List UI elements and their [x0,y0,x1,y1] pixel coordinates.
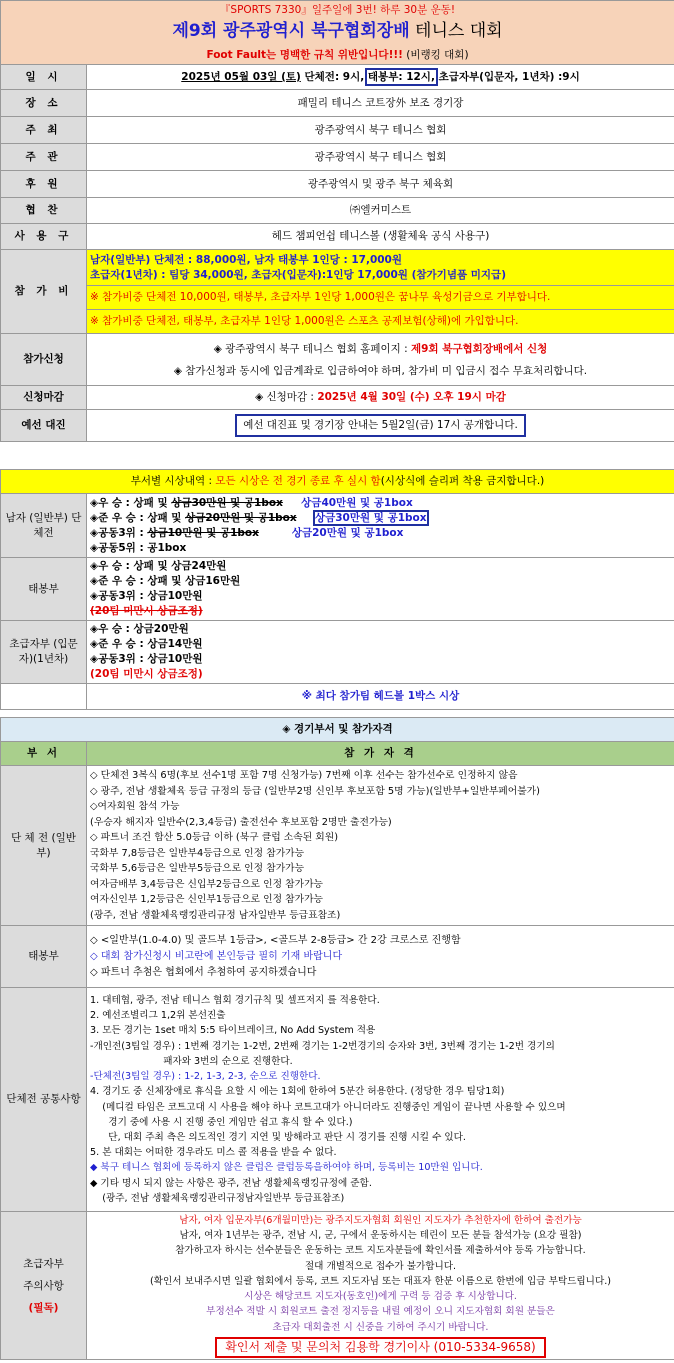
taebong-qual-2: ◇ 대회 참가신청시 비고란에 본인등급 필히 기재 바랍니다 [90,950,343,962]
fee-line-2: 초급자(1년차) : 팀당 34,000원, 초급자(입문자):1인당 17,000원 (참가기념품 미지급) [90,268,506,281]
draw-label: 예선 대진 [1,410,87,442]
deadline-label: 신청마감 [1,386,87,410]
beginner-note: (확인서 보내주시면 일괄 협회에서 등록, 코트 지도자님 또는 대표자 한분 이름으로 한번에 입금 부탁드립니다.) [150,1275,612,1287]
beginner-prize-note: (20팀 미만시 상금조정) [90,668,203,680]
taebong-qual-3: ◇ 파트너 추첨은 협회에서 추첨하여 공지하겠습니다 [90,966,317,978]
taebong-prize-label: 태봉부 [1,558,87,621]
fee-label: 참 가 비 [1,250,87,334]
sponsor-value: 광주광역시 및 광주 북구 체육회 [87,171,674,198]
must-read-label: (필독) [28,1301,59,1314]
host-label: 주 최 [1,117,87,144]
beginner-note: 절대 개별적으로 접수가 불가합니다. [304,1260,457,1272]
fee-note-2: ※ 참가비중 단체전, 태봉부, 초급자부 1인당 1,000원은 스포츠 공제보험(상해)에 가입합니다. [87,310,674,334]
sponsor-label: 후 원 [1,171,87,198]
team-qual-line: ◇ 광주, 전남 생활체육 등급 규정의 등급 (일반부2명 신인부 후보포함 5명 가능)(일반부+일반부페어불가) [90,785,540,797]
beginner-time: 초급자부(입문자, 1년차) :9시 [434,70,580,83]
team-prize-label: 남자 (일반부) 단체전 [1,494,87,558]
beginner-prize-3: ◈공동3위 : 상금10만원 [90,653,203,665]
division-column-header: 부 서 [1,742,87,766]
team-prize-5: ◈공동5위 : 공1box [90,541,187,554]
team-prize-2-new: 상금30만원 및 공1box [314,511,427,524]
prize-banner [1,470,674,494]
apply-homepage: ◈ 광주광역시 북구 테니스 협회 홈페이지 : [213,342,411,355]
team-prize-3-old: 상금10만원 및 공1box [147,526,259,539]
deadline-value: 2025년 4월 30일 (수) 오후 19시 마감 [317,391,506,403]
taebong-division-label: 태봉부 [1,926,87,988]
rule-line: (광주, 전남 생활체육랭킹관리규정남자일반부 등급표참조) [90,1192,345,1204]
header-slogan: 『SPORTS 7330』일주일에 3번! 하루 30분 운동! [219,4,456,16]
taebong-prize-3: ◈공동3위 : 상금10만원 [90,590,203,602]
contact-box: 확인서 제출 및 문의처 김용학 경기이사 (010-5334-9658) [215,1337,545,1358]
qualification-title: ◈ 경기부서 및 참가자격 [1,718,674,742]
tournament-title-sub: 테니스 대회 [409,21,503,41]
notes-caution-label: 주의사항 [23,1279,64,1292]
rule-line: 1. 대테협, 광주, 전남 테니스 협회 경기규칙 및 셀프저지 를 적용한다. [90,995,380,1007]
taebong-prize-note: (20팀 미만시 상금조정) [90,605,203,617]
team-qualification-list [87,766,674,926]
beginner-prize-label: 초급자부 (입문자)(1년차) [1,621,87,684]
organizer-label: 주 관 [1,144,87,171]
rule-line: 패자와 3번의 순으로 진행한다. [90,1055,293,1067]
beginner-note: 참가하고자 하시는 선수분들은 운동하는 코트 지도자분들에 확인서를 제출하셔야 등록 가능합니다. [175,1245,586,1257]
organizer-value: 광주광역시 북구 테니스 협회 [87,144,674,171]
beginner-prize-2: ◈준 우 승 : 상금14만원 [90,638,203,650]
prize-banner-title: 부서별 시상내역 : [130,475,216,487]
max-team-prize: ※ 최다 참가팀 헤드볼 1박스 시상 [87,684,674,710]
team-division-label: 단 체 전 (일반부) [1,766,87,926]
taebong-qual-1: ◇ <일반부(1.0-4.0) 및 골드부 1등급>, <골드부 2-8등급> 간 2강 크로스로 진행함 [90,934,461,946]
team-time: 단체전: 9시, [300,70,368,83]
apply-payment-note: ◈ 참가신청과 동시에 입금계좌로 입금하여야 하며, 참가비 미 입금시 접수 무효처리합니다. [173,364,588,377]
team-prize-2-old: 상금20만원 및 공1box [185,511,297,524]
qualification-column-header: 참 가 자 격 [87,742,674,766]
taebong-prize-2: ◈준 우 승 : 상패 및 상금16만원 [90,575,241,587]
assist-label: 협 찬 [1,198,87,224]
team-qual-line: ◇ 단체전 3복식 6명(후보 선수1명 포함 7명 신청가능) 7번째 이후 선수는 참가선수로 인정하지 않음 [90,770,518,781]
non-ranking-note: (비랭킹 대회) [402,49,469,61]
common-rules-list [87,988,674,1212]
rule-line: 단, 대회 주최 측은 의도적인 경기 지연 및 방해라고 판단 시 경기를 진행 시킬 수 있다. [90,1131,466,1143]
rule-line: 3. 모든 경기는 1set 매치 5:5 타이브레이크, No Add System 적용 [90,1025,376,1037]
date-value: 2025년 05월 03일 (토) [181,70,301,83]
team-qual-line: 여자금배부 3,4등급은 신입부2등급으로 인정 참가가능 [90,878,324,890]
place-label: 장 소 [1,90,87,117]
date-label: 일 시 [1,65,87,90]
rule-line: -개인전(3팀일 경우) : 1번째 경기는 1-2번, 2번째 경기는 1-2번경기의 승자와 3번, 3번째 경기는 1-2번 경기의 [90,1040,555,1052]
ball-value: 헤드 챔피언쉽 테니스볼 (생활체육 공식 사용구) [87,224,674,250]
taebong-time: 태봉부: 12시, [367,70,435,83]
taebong-prize-1: ◈우 승 : 상패 및 상금24만원 [90,560,227,572]
team-prize-1-label: ◈우 승 : 상패 및 [90,496,172,509]
draw-notice: 예선 대진표 및 경기장 안내는 5월2일(금) 17시 공개합니다. [235,414,526,437]
team-qual-line: 여자신인부 1,2등급은 신인부1등급으로 인정 참가가능 [90,894,324,905]
team-qual-line: ◇여자회원 참석 가능 [90,801,180,812]
beginner-note: 남자, 여자 1년부는 광주, 전남 시, 군, 구에서 운동하시는 테린이 모든 분들 참석가능 (요강 필참) [179,1230,582,1242]
team-qual-line: (우승자 해지자 일반수(2,3,4등급) 출전선수 후보포함 2명만 출전가능) [90,816,392,828]
beginner-prize-1: ◈우 승 : 상금20만원 [90,623,189,635]
host-value: 광주광역시 북구 테니스 협회 [87,117,674,144]
apply-label: 참가신청 [1,334,87,386]
rule-line: 4. 경기도 중 신체장애로 휴식을 요할 시 에는 1회에 한하여 5분간 허용한다. (정당한 경우 팀당1회) [90,1086,505,1098]
fee-line-1: 남자(일반부) 단체전 : 88,000원, 남자 태봉부 1인당 : 17,000원 [90,253,403,266]
team-prize-1-new: 상금40만원 및 공1box [301,496,413,509]
team-prize-1-old: 상금30만원 및 공1box [171,496,283,509]
rule-line: 5. 본 대회는 어떠한 경우라도 미스 콜 적용을 받을 수 없다. [90,1147,337,1159]
team-qual-line: ◇ 파트너 조건 합산 5.0등급 이하 (북구 클럽 소속된 회원) [90,832,339,843]
club-registration-note: ◆ 북구 테니스 협회에 등록하지 않은 클럽은 클럽등록을하여야 하며, 등록비는 10만원 입니다. [90,1162,483,1174]
apply-link[interactable]: 제9회 북구협회장배에서 신청 [410,342,548,355]
team-prize-2-label: ◈준 우 승 : 상패 및 [90,511,186,524]
deadline-prefix: ◈ 신청마감 : [255,391,318,403]
assist-value: ㈜엘커미스트 [87,198,674,224]
beginner-note-red: 남자, 여자 입문자부(6개월미만)는 광주지도자협회 회원인 지도자가 추천한자에 한하여 출전가능 [179,1215,582,1227]
rule-line: 2. 예선조별리그 1,2위 본선진출 [90,1010,226,1022]
fee-note-1: ※ 참가비중 단체전 10,000원, 태봉부, 초급자부 1인당 1,000원은 꿈나무 육성기금으로 기부합니다. [87,286,674,310]
footfault-warning: Foot Fault는 명백한 규칙 위반입니다!!! [206,49,403,61]
tournament-title-main: 제9회 광주광역시 북구협회장배 [172,21,410,41]
beginner-notes-label: 초급자부 [23,1257,64,1270]
beginner-note-purple: 부정선수 적발 시 회원코트 출전 정지등을 내릴 예정이 오니 지도자협회 회원 분들은 [206,1306,555,1318]
team-prize-3-label: ◈공동3위 : [90,526,148,539]
team-qual-line: 국화부 7,8등급은 일반부4등급으로 인정 참가가능 [90,847,305,859]
rule-line: -단체전(3팀일 경우) : 1-2, 1-3, 2-3, 순으로 진행한다. [90,1071,321,1083]
ball-label: 사 용 구 [1,224,87,250]
team-prize-3-new: 상금20만원 및 공1box [291,526,404,539]
beginner-note-purple: 초급자 대회출전 시 신중을 기하여 주시기 바랍니다. [272,1321,489,1333]
place-value: 패밀리 테니스 코트장外 보조 경기장 [87,90,674,117]
prize-banner-timing: 모든 시상은 전 경기 종료 후 실시 함 [215,475,381,487]
fee-amounts [87,250,674,286]
beginner-note-purple: 시상은 해당코트 지도자(동호인)에게 구력 등 검증 후 시상합니다. [244,1291,517,1303]
rule-line: ◆ 기타 명시 되지 않는 사항은 광주, 전남 생활체육랭킹규정에 준함. [90,1177,372,1189]
rule-line: (메디컬 타임은 코트고대 시 사용을 해야 하나 코트고대가 아니더라도 진행중인 게임이 끝나면 사용할 수 있으며 [90,1101,566,1113]
common-rules-label: 단체전 공통사항 [1,988,87,1212]
rule-line: 경기 중에 사용 시 진행 중인 게임만 쉼고 휴식 할 수 있다.) [90,1116,353,1128]
prize-banner-slipper: (시상식에 슬리퍼 착용 금지합니다.) [380,475,545,487]
team-qual-line: 국화부 5,6등급은 일반부5등급으로 인정 참가가능 [90,863,305,874]
team-qual-line: (광주, 전남 생활체육랭킹관리규정 남자일반부 등급표참조) [90,909,341,921]
